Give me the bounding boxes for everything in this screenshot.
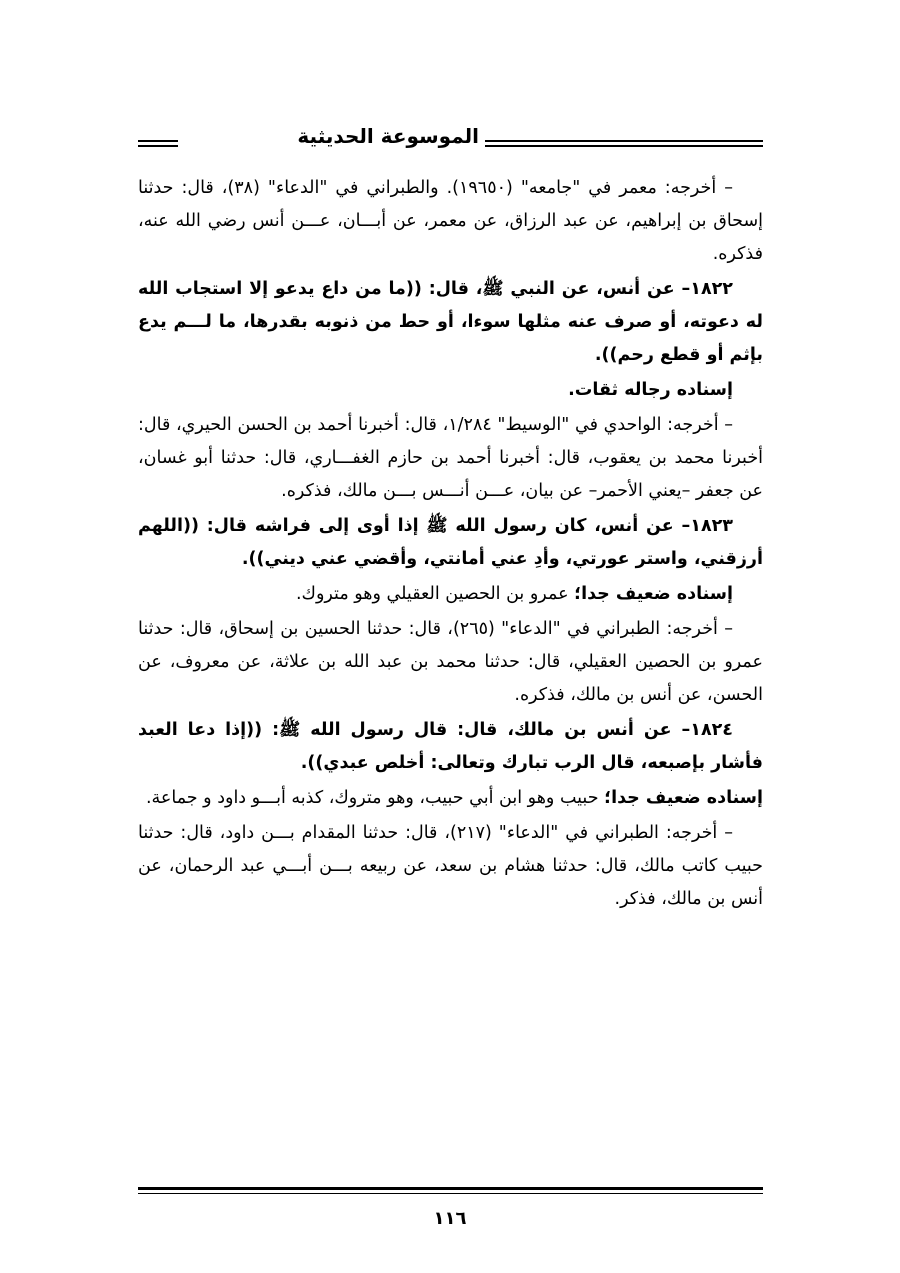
hadith-text: ١٨٢٢– عن أنس، عن النبي ﷺ، قال: ((ما من داع يدعو إلا استجاب الله له دعوته، أو صرف عنه مثلها سوءا، أو حط من ذنوبه بقدرها، ما لـــم يدع بإثم أو قطع رحم)). xyxy=(138,279,763,365)
footer-rule xyxy=(138,1187,763,1194)
body-text xyxy=(138,172,763,918)
paragraph-text: – أخرجه: معمر في "جامعه" (١٩٦٥٠). والطبراني في "الدعاء" (٣٨)، قال: حدثنا إسحاق بن إبراهيم، عن عبد الرزاق، عن معمر، عن أبـــان، عـــن أنس رضي الله عنه، فذكره. xyxy=(138,178,763,264)
paragraph-text: – أخرجه: الطبراني في "الدعاء" (٢١٧)، قال: حدثنا المقدام بـــن داود، قال: حدثنا حبيب كاتب مالك، قال: حدثنا هشام بن سعد، عن ربيعه بـــن أبـــي عبد الرحمان، عن أنس بن مالك، فذكر. xyxy=(138,823,763,909)
isnad-grading-1823 xyxy=(138,578,763,611)
header-title: الموسوعة الحديثية xyxy=(297,124,479,148)
hadith-text: ١٨٢٤– عن أنس بن مالك، قال: قال رسول الله ﷺ: ((إذا دعا العبد فأشار بإصبعه، قال الرب تبارك وتعالى: أخلص عبدي)). xyxy=(138,720,763,773)
running-header xyxy=(138,122,763,162)
header-rule-right xyxy=(485,140,763,147)
header-rule-left xyxy=(138,140,178,147)
footer-rule-thin xyxy=(138,1193,763,1194)
paragraph-takhrij-1823 xyxy=(138,613,763,712)
isnad-label: إسناده ضعيف جدا؛ xyxy=(574,584,733,604)
hadith-text: ١٨٢٣– عن أنس، كان رسول الله ﷺ إذا أوى إلى فراشه قال: ((اللهم أرزقني، واستر عورتي، وأدِ عني أمانتي، وأقضي عني ديني)). xyxy=(138,516,763,569)
isnad-label: إسناده رجاله ثقات. xyxy=(568,380,733,400)
isnad-label: إسناده ضعيف جدا؛ xyxy=(604,788,763,808)
hadith-1823 xyxy=(138,510,763,576)
footer-rule-thick xyxy=(138,1187,763,1190)
paragraph-takhrij-1822 xyxy=(138,409,763,508)
paragraph-takhrij-1821 xyxy=(138,172,763,271)
paragraph-text: – أخرجه: الطبراني في "الدعاء" (٢٦٥)، قال: حدثنا الحسين بن إسحاق، قال: حدثنا عمرو بن الحصين العقيلي، قال: حدثنا محمد بن عبد الله بن علاثة، عن معروف، عن الحسن، عن أنس بن مالك، فذكره. xyxy=(138,619,763,705)
isnad-grading-1824 xyxy=(138,782,763,815)
paragraph-text: حبيب وهو ابن أبي حبيب، وهو متروك، كذبه أبـــو داود و جماعة. xyxy=(145,788,605,808)
hadith-1822 xyxy=(138,273,763,372)
page-number: ١١٦ xyxy=(433,1208,467,1229)
paragraph-text: – أخرجه: الواحدي في "الوسيط" ١/٢٨٤، قال: أخبرنا أحمد بن الحسن الحيري، قال: أخبرنا محمد بن يعقوب، قال: أخبرنا أحمد بن حازم الغفـــاري، قال: حدثنا أبو غسان، عن جعفر –يعني الأحمر– عن بيان، عـــن أنـــس بـــن مالك، فذكره. xyxy=(138,415,763,501)
hadith-1824 xyxy=(138,714,763,780)
paragraph-text: عمرو بن الحصين العقيلي وهو متروك. xyxy=(295,584,575,604)
paragraph-takhrij-1824 xyxy=(138,817,763,916)
isnad-grading-1822 xyxy=(138,374,763,407)
